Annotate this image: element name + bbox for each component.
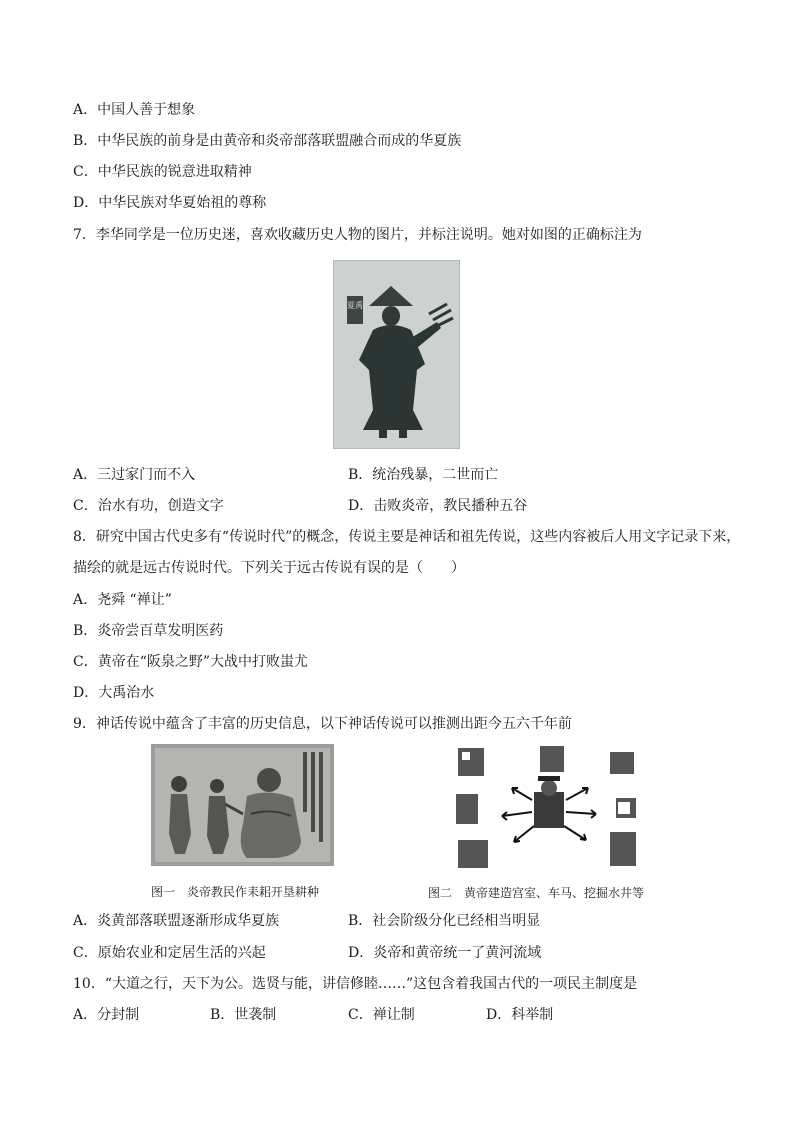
q7-option-b: B．统治残暴，二世而亡 <box>348 467 499 483</box>
q6-option-c: C．中华民族的锐意进取精神 <box>73 164 252 180</box>
q7-stem: 7．李华同学是一位历史迷，喜欢收藏历史人物的图片，并标注说明。她对如图的正确标注为 <box>73 227 642 243</box>
q7-options-row-1 <box>73 466 753 484</box>
q6-option-a: A．中国人善于想象 <box>73 102 196 118</box>
q10-option-d: D．科举制 <box>486 1007 554 1023</box>
q9-figure-2-caption: 图二 黄帝建造宫室、车马、挖掘水井等 <box>428 886 645 900</box>
q6-option-d: D．中华民族对华夏始祖的尊称 <box>73 195 267 211</box>
q9-option-d: D．炎帝和黄帝统一了黄河流域 <box>348 945 542 961</box>
q8-option-b: B．炎帝尝百草发明医药 <box>73 623 224 639</box>
q9-option-c: C．原始农业和定居生活的兴起 <box>73 945 266 961</box>
q10-options-row <box>73 1006 753 1024</box>
q8-option-a: A．尧舜 “禅让” <box>73 592 172 608</box>
q8-option-d: D．大禹治水 <box>73 685 155 701</box>
q8-option-c: C．黄帝在“阪泉之野”大战中打败蚩尤 <box>73 654 309 670</box>
q7-option-d: D．击败炎帝，教民播种五谷 <box>348 498 528 514</box>
q10-option-a: A．分封制 <box>73 1007 140 1023</box>
q10-option-c: C．禅让制 <box>348 1007 415 1023</box>
q7-figure-yu <box>333 260 460 449</box>
q9-options-row-2 <box>73 944 753 962</box>
q7-option-a: A．三过家门而不入 <box>73 467 196 483</box>
q9-figure-2 <box>452 744 642 872</box>
q7-figure-label: 夏禹 <box>347 301 363 310</box>
q9-stem: 9．神话传说中蕴含了丰富的历史信息，以下神话传说可以推测出距今五六千年前 <box>73 716 572 732</box>
q9-figure-1-caption: 图一 炎帝教民作耒耜开垦耕种 <box>151 885 320 899</box>
q9-figure-1 <box>151 744 334 866</box>
q10-option-b: B．世袭制 <box>210 1007 277 1023</box>
q9-option-a: A．炎黄部落联盟逐渐形成华夏族 <box>73 913 280 929</box>
q9-option-b: B．社会阶级分化已经相当明显 <box>348 913 541 929</box>
q8-stem-line-2: 描绘的就是远古传说时代。下列关于远古传说有误的是（ ） <box>73 560 465 576</box>
q7-options-row-2 <box>73 497 753 515</box>
q8-stem-line-1: 8．研究中国古代史多有“传说时代”的概念，传说主要是神话和祖先传说，这些内容被后人用文字记录下来， <box>73 529 741 545</box>
q9-options-row-1 <box>73 912 753 930</box>
q6-option-b: B．中华民族的前身是由黄帝和炎帝部落联盟融合而成的华夏族 <box>73 133 462 149</box>
q7-option-c: C．治水有功，创造文字 <box>73 498 224 514</box>
q10-stem: 10．“大道之行，天下为公。选贤与能，讲信修睦……”这包含着我国古代的一项民主制度是 <box>73 976 638 992</box>
